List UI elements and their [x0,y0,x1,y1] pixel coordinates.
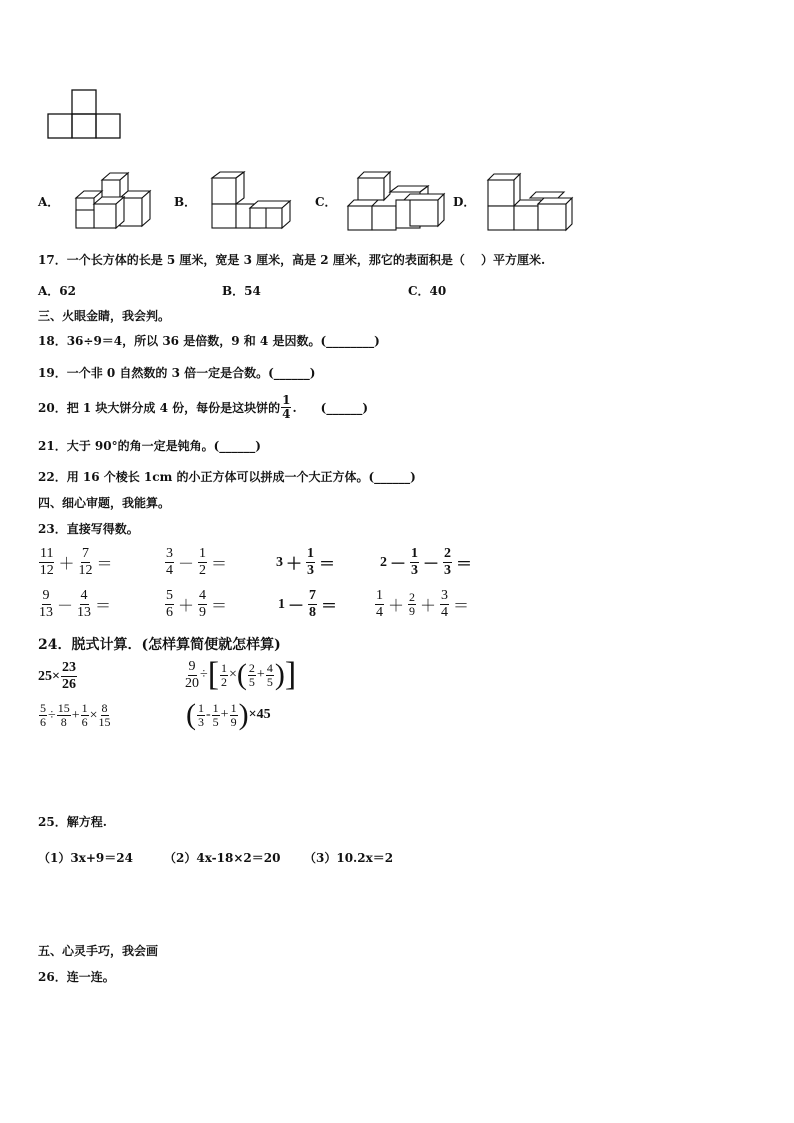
q20-text-post: . (______) [292,401,369,415]
option-d-cubes [486,170,576,232]
section-3-heading: 三、火眼金睛，我会判。 [38,309,171,323]
q23-expr-2: $\frac{3}{4}$ － $\frac{1}{2}$ ＝ [166,546,228,578]
question-22: 22．用 16 个棱长 1cm 的小正方体可以拼成一个大正方体。(______) [38,470,416,484]
question-25-title: 25．解方程. [38,815,107,829]
question-21: 21．大于 90°的角一定是钝角。(______) [38,439,261,453]
q24-expr-4: ( $\frac{1}{3}$ - $\frac{1}{5}$ + $\frac{1}{9}$ ) × 45 [186,698,271,731]
fraction: $\frac{11}{12}$ [39,546,54,578]
q23-expr-5: $\frac{9}{13}$ － $\frac{4}{13}$ ＝ [39,588,112,620]
q20-text-pre: 20．把 1 块大饼分成 4 份，每份是这块饼的 [38,401,281,415]
option-c-cubes [344,170,444,232]
option-a-cubes [72,170,162,232]
question-26: 26．连一连。 [38,970,115,984]
q23-expr-6: $\frac{5}{6}$ ＋ $\frac{4}{9}$ ＝ [166,588,228,620]
q23-expr-8: $\frac{1}{4}$ ＋ $\frac{2}{9}$ ＋ $\frac{3}{4}$ ＝ [376,588,470,620]
option-c-label[interactable]: C． [315,195,337,209]
question-24-title: 24．脱式计算．(怎样算简便就怎样算) [38,637,281,653]
option-d-label[interactable]: D． [453,195,476,209]
question-23-title: 23．直接写得数。 [38,522,139,536]
q23-expr-1: $\frac{11}{12}$ ＋ $\frac{7}{12}$ ＝ [39,546,113,578]
question-18: 18．36÷9＝4，所以 36 是倍数，9 和 4 是因数。(________) [38,334,380,348]
q25-item-2: （2）4x-18×2＝20 [164,851,281,865]
q25-item-3: （3）10.2x＝2 [304,851,394,865]
q20-fraction: $\frac{1}{4}$ [282,393,291,421]
question-19: 19．一个非 0 自然数的 3 倍一定是合数。(______) [38,366,316,380]
q17-option-a[interactable]: A．62 [38,284,77,298]
q24-expr-2: $\frac{9}{20}$ ÷ [ $\frac{1}{2}$ × ( $\frac{2}{5}$ + $\frac{4}{5}$ ) ] [185,656,297,693]
q25-item-1: （1）3x+9＝24 [38,851,133,865]
q23-expr-3: 3 ＋ $\frac{1}{3}$ ＝ [276,546,336,578]
q23-expr-7: 1 － $\frac{7}{8}$ ＝ [278,588,338,620]
top-view-figure [48,90,123,140]
fraction: $\frac{7}{12}$ [78,546,93,578]
q23-expr-4: 2 － $\frac{1}{3}$ － $\frac{2}{3}$ ＝ [380,546,473,578]
option-b-cubes [210,170,300,232]
option-a-label[interactable]: A． [38,195,60,209]
q17-option-b[interactable]: B．54 [222,284,261,298]
q24-expr-3: $\frac{5}{6}$ ÷ $\frac{15}{8}$ + $\frac{1}{6}$ × $\frac{8}{15}$ [40,701,111,729]
question-17: 17．一个长方体的长是 5 厘米，宽是 3 厘米，高是 2 厘米，那它的表面积是（ ）平方厘米. [38,253,546,267]
question-20 [38,394,368,421]
option-b-label[interactable]: B． [174,195,197,209]
q24-expr-1: 25 × $\frac{23}{26}$ [38,660,76,692]
section-4-heading: 四、细心审题，我能算。 [38,496,171,510]
section-5-heading: 五、心灵手巧，我会画 [38,944,159,958]
q17-option-c[interactable]: C．40 [408,284,447,298]
